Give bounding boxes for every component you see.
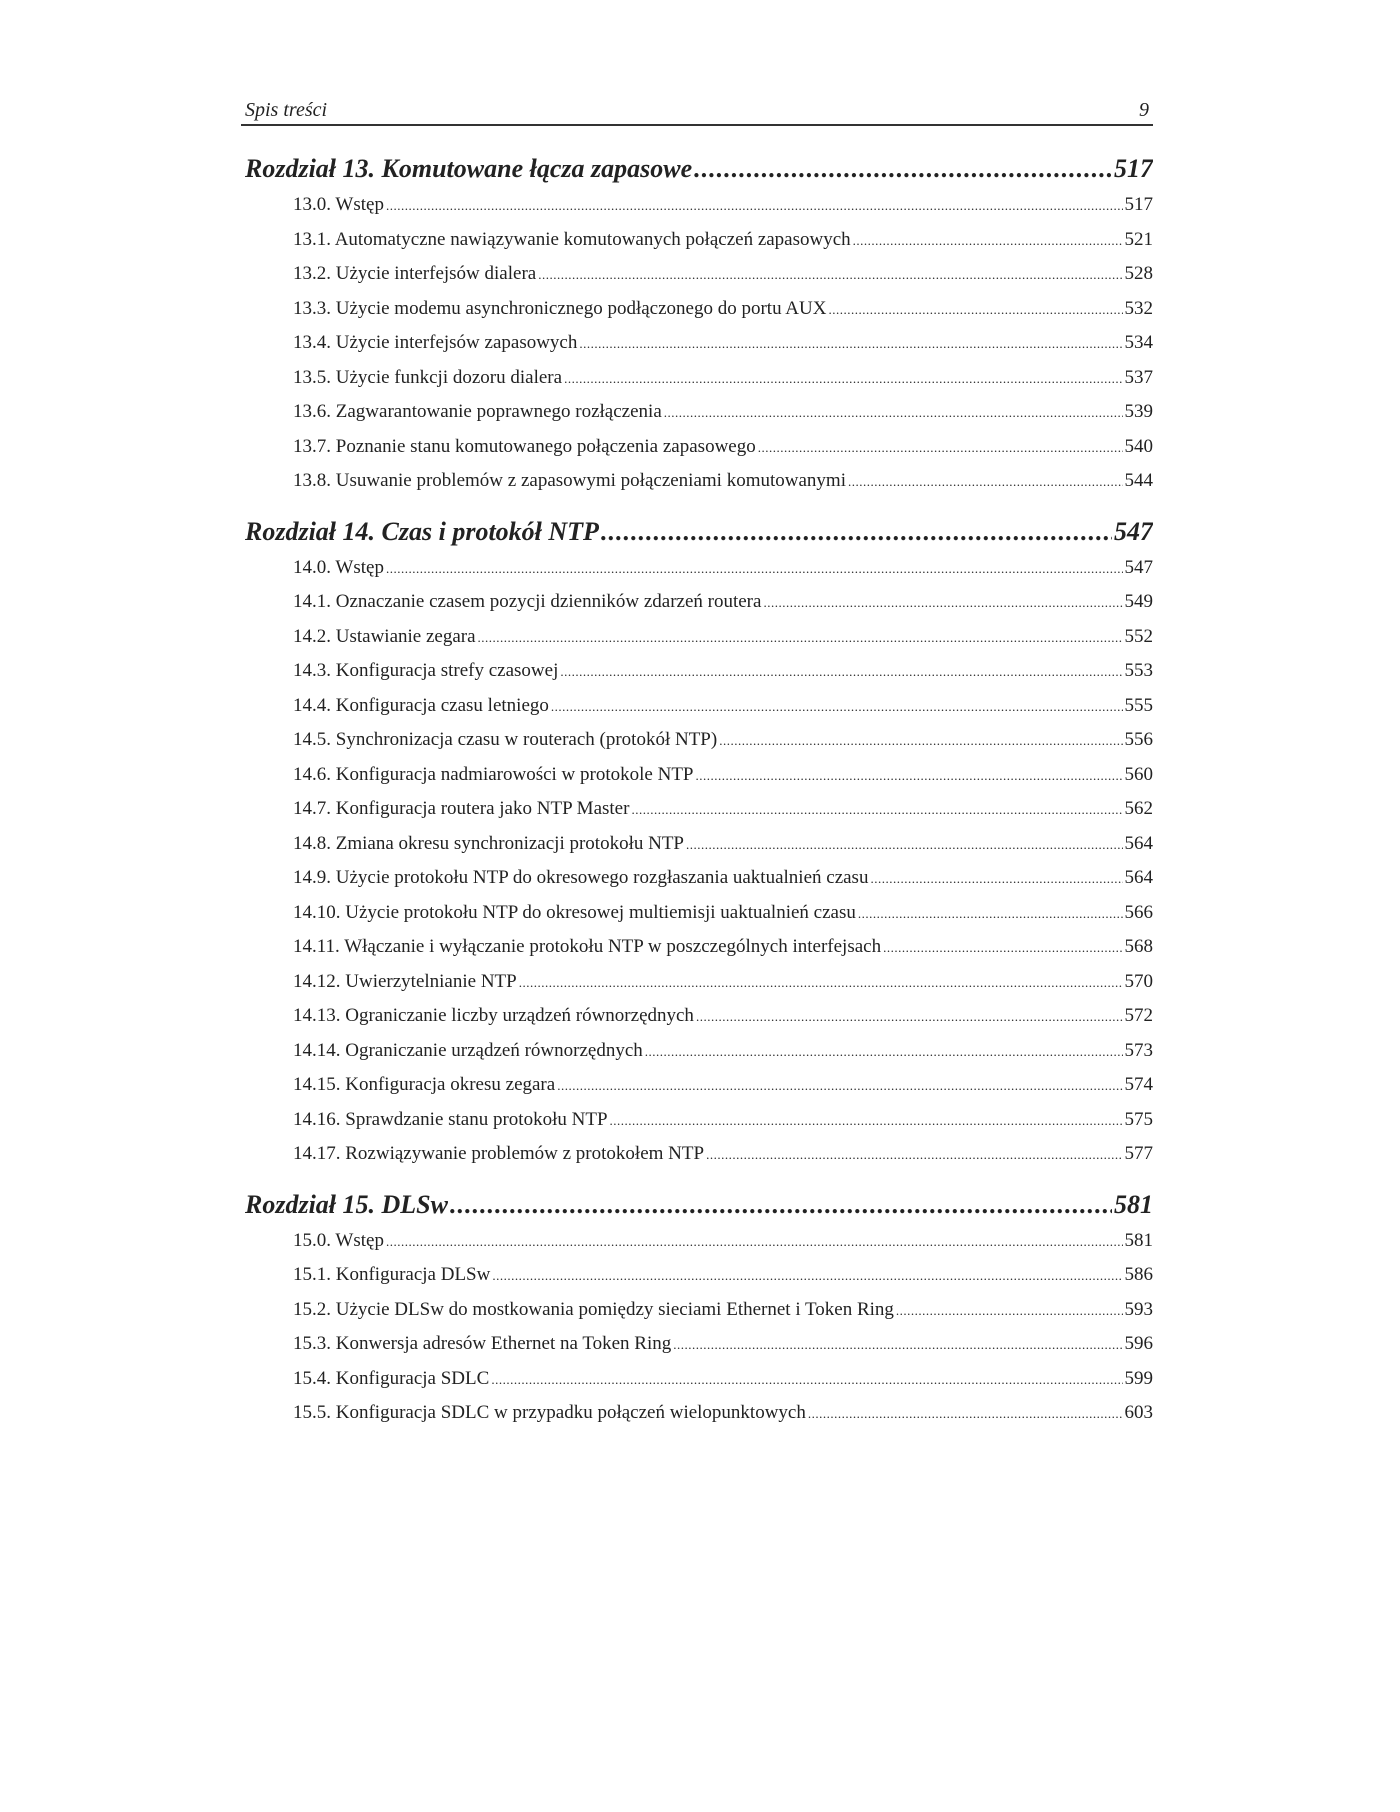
section-page-number: 562 xyxy=(1124,798,1153,819)
section-title: 13.3. Użycie modemu asynchronicznego podłączonego do portu AUX xyxy=(293,297,827,319)
toc-entry xyxy=(241,1258,1153,1293)
section-page-number: 564 xyxy=(1124,867,1153,888)
section-page-number: 521 xyxy=(1124,228,1153,250)
section-title: 15.4. Konfiguracja SDLC xyxy=(293,1367,490,1389)
section-page-number: 593 xyxy=(1124,1298,1153,1320)
running-header xyxy=(241,96,1153,126)
dot-leader xyxy=(560,654,1122,689)
section-title: 14.5. Synchronizacja czasu w routerach (protokół NTP) xyxy=(293,729,718,750)
dot-leader xyxy=(808,1396,1123,1431)
section-title: 14.16. Sprawdzanie stanu protokołu NTP xyxy=(293,1108,608,1130)
section-page-number: 539 xyxy=(1124,401,1153,422)
dot-leader xyxy=(551,689,1123,724)
dot-leader xyxy=(896,1293,1123,1328)
section-title: 14.4. Konfiguracja czasu letniego xyxy=(293,694,549,716)
chapter-page-number: 581 xyxy=(1114,1189,1153,1219)
section-title: 13.6. Zagwarantowanie poprawnego rozłączenia xyxy=(293,401,662,422)
section-title: 13.5. Użycie funkcji dozoru dialera xyxy=(293,366,563,388)
dot-leader xyxy=(719,723,1122,758)
section-page-number: 553 xyxy=(1124,660,1153,681)
dot-leader xyxy=(386,188,1123,223)
section-page-number: 537 xyxy=(1124,366,1153,388)
section-page-number: 564 xyxy=(1124,832,1153,854)
section-title: 14.3. Konfiguracja strefy czasowej xyxy=(293,660,559,681)
section-page-number: 552 xyxy=(1124,625,1153,647)
section-page-number: 566 xyxy=(1124,901,1153,923)
section-page-number: 603 xyxy=(1124,1402,1153,1423)
toc-entry xyxy=(241,292,1153,327)
dot-leader xyxy=(828,292,1122,327)
section-title: 13.4. Użycie interfejsów zapasowych xyxy=(293,332,578,353)
toc-entry xyxy=(241,1293,1153,1328)
section-page-number: 574 xyxy=(1124,1074,1153,1095)
section-page-number: 540 xyxy=(1124,435,1153,457)
dot-leader xyxy=(601,513,1112,551)
section-page-number: 556 xyxy=(1124,729,1153,750)
table-of-contents xyxy=(241,150,1153,1445)
dot-leader xyxy=(519,965,1123,1000)
dot-leader xyxy=(478,620,1123,655)
section-page-number: 549 xyxy=(1124,591,1153,612)
toc-entry xyxy=(241,395,1153,430)
toc-entry xyxy=(241,1224,1153,1259)
dot-leader xyxy=(870,861,1122,896)
dot-leader xyxy=(631,792,1122,827)
toc-entry xyxy=(241,257,1153,292)
dot-leader xyxy=(538,257,1122,292)
section-page-number: 581 xyxy=(1124,1229,1153,1251)
chapter-page-number: 547 xyxy=(1114,516,1153,546)
toc-entry xyxy=(241,792,1153,827)
section-page-number: 560 xyxy=(1124,763,1153,785)
section-title: 14.0. Wstęp xyxy=(293,556,384,578)
section-page-number: 577 xyxy=(1124,1143,1153,1164)
toc-entry xyxy=(241,223,1153,258)
dot-leader xyxy=(664,395,1123,430)
chapter-title: Rozdział 13. Komutowane łącza zapasowe xyxy=(245,154,693,183)
toc-entry xyxy=(241,689,1153,724)
page-number: 9 xyxy=(1139,99,1149,121)
section-title: 15.2. Użycie DLSw do mostkowania pomiędzy sieciami Ethernet i Token Ring xyxy=(293,1298,894,1320)
dot-leader xyxy=(848,464,1123,499)
chapter-heading xyxy=(241,150,1153,188)
dot-leader xyxy=(610,1103,1123,1138)
toc-entry xyxy=(241,188,1153,223)
toc-entry xyxy=(241,464,1153,499)
section-page-number: 555 xyxy=(1124,694,1153,716)
toc-entry xyxy=(241,999,1153,1034)
section-title: 15.5. Konfiguracja SDLC w przypadku połączeń wielopunktowych xyxy=(293,1402,806,1423)
toc-entry xyxy=(241,1137,1153,1172)
section-page-number: 532 xyxy=(1124,297,1153,319)
section-title: 14.10. Użycie protokołu NTP do okresowej multiemisji uaktualnień czasu xyxy=(293,901,856,923)
section-page-number: 572 xyxy=(1124,1005,1153,1026)
chapter-title: Rozdział 15. DLSw xyxy=(245,1189,448,1219)
toc-chapter xyxy=(241,513,1153,1172)
section-title: 14.17. Rozwiązywanie problemów z protokołem NTP xyxy=(293,1143,705,1164)
toc-entry xyxy=(241,361,1153,396)
toc-entry xyxy=(241,585,1153,620)
section-title: 13.2. Użycie interfejsów dialera xyxy=(293,263,537,284)
section-title: 14.9. Użycie protokołu NTP do okresowego rozgłaszania uaktualnień czasu xyxy=(293,867,869,888)
dot-leader xyxy=(564,361,1122,396)
dot-leader xyxy=(557,1068,1122,1103)
dot-leader xyxy=(696,999,1123,1034)
section-title: 14.12. Uwierzytelnianie NTP xyxy=(293,970,517,992)
section-page-number: 547 xyxy=(1124,556,1153,578)
dot-leader xyxy=(686,827,1122,862)
chapter-page-number: 517 xyxy=(1114,154,1153,183)
dot-leader xyxy=(706,1137,1122,1172)
toc-entry xyxy=(241,326,1153,361)
dot-leader xyxy=(758,430,1123,465)
toc-entry xyxy=(241,430,1153,465)
section-title: 15.3. Konwersja adresów Ethernet na Token Ring xyxy=(293,1333,672,1354)
section-title: 15.1. Konfiguracja DLSw xyxy=(293,1264,491,1285)
dot-leader xyxy=(853,223,1123,258)
toc-entry xyxy=(241,654,1153,689)
dot-leader xyxy=(491,1362,1122,1397)
dot-leader xyxy=(386,1224,1123,1259)
section-page-number: 586 xyxy=(1124,1264,1153,1285)
section-page-number: 599 xyxy=(1124,1367,1153,1389)
section-title: 14.8. Zmiana okresu synchronizacji protokołu NTP xyxy=(293,832,685,854)
section-page-number: 575 xyxy=(1124,1108,1153,1130)
section-page-number: 570 xyxy=(1124,970,1153,992)
section-page-number: 568 xyxy=(1124,936,1153,957)
section-page-number: 573 xyxy=(1124,1039,1153,1061)
toc-entry xyxy=(241,861,1153,896)
toc-entry xyxy=(241,827,1153,862)
section-page-number: 528 xyxy=(1124,263,1153,284)
dot-leader xyxy=(386,551,1123,586)
dot-leader xyxy=(858,896,1123,931)
section-title: 14.14. Ograniczanie urządzeń równorzędnych xyxy=(293,1039,643,1061)
toc-entry xyxy=(241,896,1153,931)
section-title: 14.11. Włączanie i wyłączanie protokołu NTP w poszczególnych interfejsach xyxy=(293,936,882,957)
toc-entry xyxy=(241,1396,1153,1431)
section-page-number: 534 xyxy=(1124,332,1153,353)
toc-entry xyxy=(241,1068,1153,1103)
section-page-number: 596 xyxy=(1124,1333,1153,1354)
section-title: 14.6. Konfiguracja nadmiarowości w protokole NTP xyxy=(293,763,694,785)
section-title: 13.1. Automatyczne nawiązywanie komutowanych połączeń zapasowych xyxy=(293,228,851,250)
toc-entry xyxy=(241,1103,1153,1138)
section-title: 14.7. Konfiguracja routera jako NTP Master xyxy=(293,798,630,819)
toc-entry xyxy=(241,1362,1153,1397)
section-title: 13.0. Wstęp xyxy=(293,194,384,215)
toc-entry xyxy=(241,1034,1153,1069)
dot-leader xyxy=(696,758,1123,793)
chapter-heading xyxy=(241,513,1153,551)
dot-leader xyxy=(579,326,1122,361)
toc-entry xyxy=(241,1327,1153,1362)
dot-leader xyxy=(673,1327,1122,1362)
section-page-number: 544 xyxy=(1124,470,1153,491)
toc-entry xyxy=(241,758,1153,793)
section-page-number: 517 xyxy=(1124,194,1153,215)
toc-entry xyxy=(241,620,1153,655)
dot-leader xyxy=(763,585,1122,620)
section-title: 15.0. Wstęp xyxy=(293,1229,384,1251)
section-title: 13.7. Poznanie stanu komutowanego połączenia zapasowego xyxy=(293,435,756,457)
dot-leader xyxy=(694,150,1112,188)
dot-leader xyxy=(450,1186,1112,1224)
section-title: 14.13. Ograniczanie liczby urządzeń równorzędnych xyxy=(293,1005,694,1026)
toc-entry xyxy=(241,965,1153,1000)
dot-leader xyxy=(645,1034,1123,1069)
section-title: 13.8. Usuwanie problemów z zapasowymi połączeniami komutowanymi xyxy=(293,470,846,491)
dot-leader xyxy=(492,1258,1122,1293)
chapter-heading xyxy=(241,1186,1153,1224)
toc-chapter xyxy=(241,1186,1153,1431)
chapter-title: Rozdział 14. Czas i protokół NTP xyxy=(245,516,599,546)
toc-entry xyxy=(241,723,1153,758)
toc-chapter xyxy=(241,150,1153,499)
toc-entry xyxy=(241,930,1153,965)
section-title: 14.15. Konfiguracja okresu zegara xyxy=(293,1074,556,1095)
section-title: 14.1. Oznaczanie czasem pozycji dzienników zdarzeń routera xyxy=(293,591,762,612)
toc-entry xyxy=(241,551,1153,586)
running-header-title: Spis treści xyxy=(245,99,328,121)
section-title: 14.2. Ustawianie zegara xyxy=(293,625,476,647)
dot-leader xyxy=(883,930,1122,965)
